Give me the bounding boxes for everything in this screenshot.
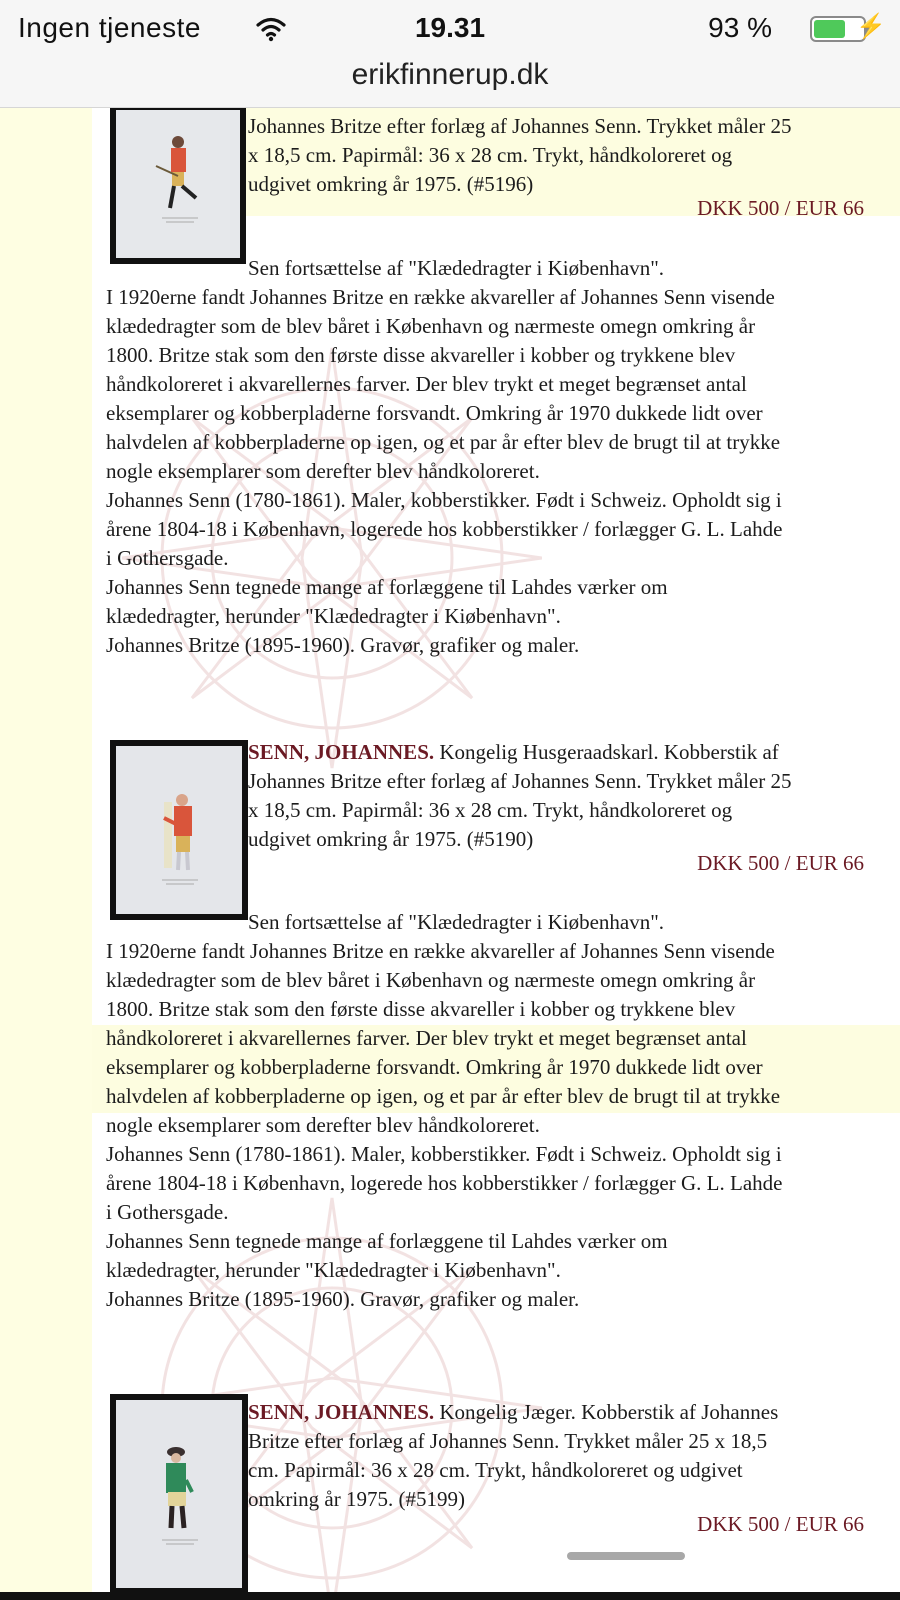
battery-fill: [814, 20, 845, 38]
price-5196: DKK 500 / EUR 66: [697, 196, 864, 220]
description-line: i Gothersgade.: [106, 1200, 229, 1224]
entry-title: SENN, JOHANNES.: [248, 1400, 435, 1424]
description-line: årene 1804-18 i København, logerede hos kobberstikker / forlægger G. L. Lahde: [106, 1171, 783, 1195]
address-bar-url[interactable]: erikfinnerup.dk: [351, 58, 549, 91]
description-line: 1800. Britze stak som den første disse akvareller i kobber og trykkene blev: [106, 343, 736, 367]
entry-description-5190: [248, 908, 898, 937]
scroll-indicator[interactable]: [567, 1552, 685, 1560]
price-5190: DKK 500 / EUR 66: [697, 851, 864, 875]
browser-top-bar: [0, 0, 900, 108]
description-line: 1800. Britze stak som den første disse akvareller i kobber og trykkene blev: [106, 997, 736, 1021]
description-line: Johannes Britze (1895-1960). Gravør, grafiker og maler.: [106, 1287, 580, 1311]
status-bar: [0, 12, 900, 48]
summary-first: Kongelig Husgeraadskarl. Kobberstik af: [439, 740, 779, 764]
description-line: I 1920erne fandt Johannes Britze en række akvareller af Johannes Senn visende: [106, 939, 775, 963]
page-content: [92, 108, 900, 1592]
entry-summary-5196: [248, 112, 888, 199]
description-line: eksemplarer og kobberpladerne forsvandt. Omkring år 1970 dukkede lidt over: [106, 401, 763, 425]
battery-percent: 93 %: [708, 12, 772, 43]
product-image-5196[interactable]: [110, 108, 246, 264]
description-line: halvdelen af kobberpladerne op igen, og et par år efter blev de brugt til at trykke: [106, 1084, 781, 1108]
description-intro: Sen fortsættelse af "Klædedragter i Kiøbenhavn".: [248, 910, 665, 934]
summary-line: Britze efter forlæg af Johannes Senn. Trykket måler 25 x 18,5: [248, 1429, 768, 1453]
carrier-label: Ingen tjeneste: [18, 12, 201, 43]
description-line: klædedragter, herunder "Klædedragter i Kiøbenhavn".: [106, 1258, 561, 1282]
description-line: klædedragter som de blev båret i København og nærmeste omegn omkring år: [106, 968, 756, 992]
hunter-figure-print-icon: [116, 1400, 242, 1588]
entry-description-body-5196: [106, 283, 900, 660]
price-5199: DKK 500 / EUR 66: [697, 1512, 864, 1536]
summary-line: x 18,5 cm. Papirmål: 36 x 28 cm. Trykt, håndkoloreret og: [248, 798, 733, 822]
product-image-5190[interactable]: [110, 740, 248, 920]
standing-figure-print-icon: [116, 746, 242, 914]
description-line: Johannes Senn tegnede mange af forlæggene til Lahdes værker om: [106, 1229, 668, 1253]
description-line: i Gothersgade.: [106, 546, 229, 570]
summary-line: cm. Papirmål: 36 x 28 cm. Trykt, håndkoloreret og udgivet: [248, 1458, 743, 1482]
description-line: eksemplarer og kobberpladerne forsvandt. Omkring år 1970 dukkede lidt over: [106, 1055, 763, 1079]
summary-line: Johannes Britze efter forlæg af Johannes Senn. Trykket måler 25: [248, 114, 792, 138]
description-line: klædedragter, herunder "Klædedragter i Kiøbenhavn".: [106, 604, 561, 628]
description-line: håndkoloreret i akvarellernes farver. Der blev trykt et meget begrænset antal: [106, 372, 747, 396]
entry-description-body-5190: [106, 937, 900, 1314]
entry-description-5196: [248, 254, 898, 283]
entry-title: SENN, JOHANNES.: [248, 740, 435, 764]
description-line: Johannes Senn (1780-1861). Maler, kobberstikker. Født i Schweiz. Opholdt sig i: [106, 1142, 782, 1166]
entry-summary-5199: [248, 1398, 898, 1514]
description-line: I 1920erne fandt Johannes Britze en række akvareller af Johannes Senn visende: [106, 285, 775, 309]
description-line: Johannes Britze (1895-1960). Gravør, grafiker og maler.: [106, 633, 580, 657]
running-figure-print-icon: [116, 110, 240, 258]
description-line: klædedragter som de blev båret i København og nærmeste omegn omkring år: [106, 314, 756, 338]
bottom-bar: [0, 1592, 900, 1600]
summary-line: x 18,5 cm. Papirmål: 36 x 28 cm. Trykt, håndkoloreret og: [248, 143, 733, 167]
entry-summary-5190: [248, 738, 898, 854]
left-margin: [0, 108, 92, 1592]
description-line: Johannes Senn tegnede mange af forlæggene til Lahdes værker om: [106, 575, 668, 599]
summary-line-first: [248, 1398, 898, 1427]
description-line: halvdelen af kobberpladerne op igen, og et par år efter blev de brugt til at trykke: [106, 430, 781, 454]
description-line: nogle eksemplarer som derefter blev håndkoloreret.: [106, 1113, 540, 1137]
summary-first: Kongelig Jæger. Kobberstik af Johannes: [439, 1400, 779, 1424]
summary-line: udgivet omkring år 1975. (#5196): [248, 172, 534, 196]
description-intro: Sen fortsættelse af "Klædedragter i Kiøbenhavn".: [248, 256, 665, 280]
description-line: nogle eksemplarer som derefter blev håndkoloreret.: [106, 459, 540, 483]
product-image-5199[interactable]: [110, 1394, 248, 1592]
description-line: håndkoloreret i akvarellernes farver. Der blev trykt et meget begrænset antal: [106, 1026, 747, 1050]
charging-bolt-icon: ⚡: [856, 13, 886, 40]
clock: 19.31: [414, 12, 486, 43]
summary-line: Johannes Britze efter forlæg af Johannes Senn. Trykket måler 25: [248, 769, 792, 793]
summary-line-first: [248, 738, 898, 767]
description-line: årene 1804-18 i København, logerede hos kobberstikker / forlægger G. L. Lahde: [106, 517, 783, 541]
summary-line: omkring år 1975. (#5199): [248, 1487, 465, 1511]
description-line: Johannes Senn (1780-1861). Maler, kobberstikker. Født i Schweiz. Opholdt sig i: [106, 488, 782, 512]
summary-line: udgivet omkring år 1975. (#5190): [248, 827, 534, 851]
